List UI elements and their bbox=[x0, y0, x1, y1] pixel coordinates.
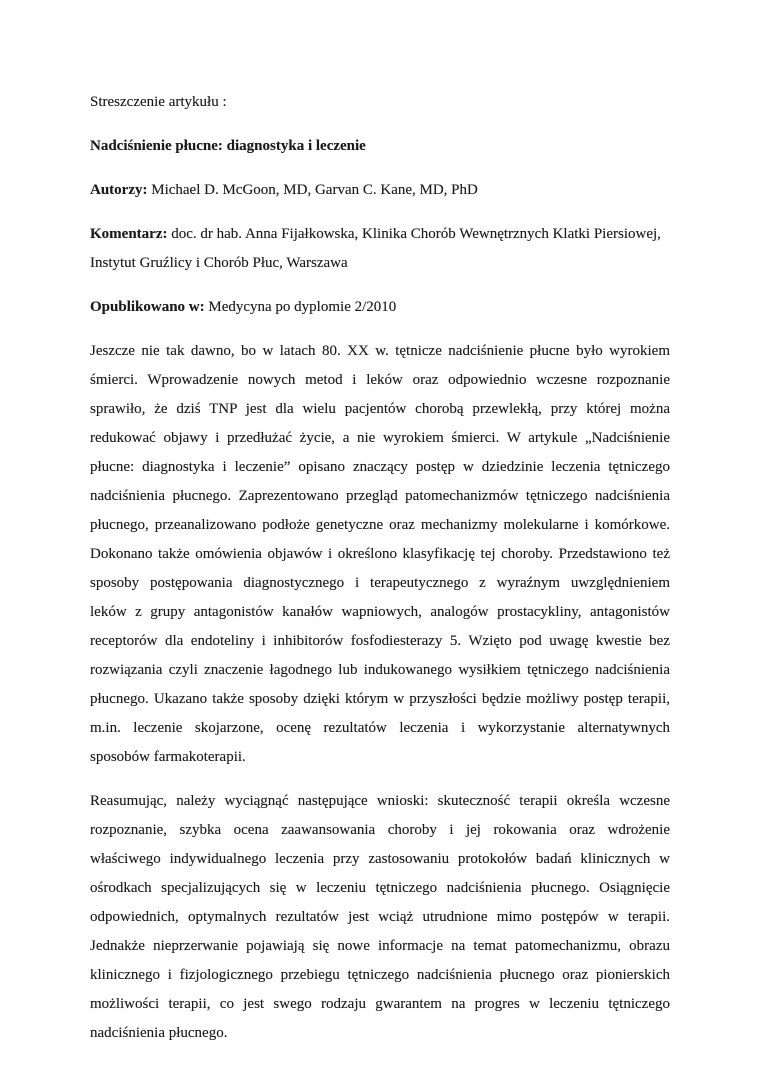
paragraph-line: Dokonano także omówienia objawów i określono klasyfikację tej choroby. Przedstawiono też bbox=[90, 546, 670, 562]
paragraph-line: klinicznego i fizjologicznego przebiegu tętniczego nadciśnienia płucnego oraz pionierskich bbox=[90, 967, 670, 983]
article-title: Nadciśnienie płucne: diagnostyka i leczenie bbox=[90, 138, 366, 154]
paragraph-2 bbox=[90, 787, 670, 1048]
paragraph-1 bbox=[90, 337, 670, 772]
published-text: Medycyna po dyplomie 2/2010 bbox=[204, 299, 397, 315]
paragraph-line: śmierci. Wprowadzenie nowych metod i leków oraz odpowiednio wczesne rozpoznanie bbox=[90, 372, 670, 388]
paragraph-line: właściwego indywidualnego leczenia przy zastosowaniu protokołów badań klinicznych w bbox=[90, 851, 670, 867]
paragraph-line: redukować objawy i przedłużać życie, a nie wyrokiem śmierci. W artykule „Nadciśnienie bbox=[90, 430, 670, 446]
paragraph-line: nadciśnienia płucnego. Zaprezentowano przegląd patomechanizmów tętniczego nadciśnienia bbox=[90, 488, 670, 504]
paragraph-line: leków z grupy antagonistów kanałów wapniowych, analogów prostacykliny, antagonistów bbox=[90, 604, 670, 620]
paragraph-line: rozpoznanie, szybka ocena zaawansowania choroby i jej rokowania oraz wdrożenie bbox=[90, 822, 670, 838]
published-label: Opublikowano w: bbox=[90, 299, 205, 315]
paragraph-line: płucne: diagnostyka i leczenie” opisano znaczący postęp w dziedzinie leczenia tętniczego bbox=[90, 459, 670, 475]
paragraph-line: sposobów farmakoterapii. bbox=[90, 749, 246, 765]
commentary-text: doc. dr hab. Anna Fijałkowska, Klinika Chorób Wewnętrznych Klatki Piersiowej, Instytut Gruźlicy i Chorób Płuc, Warszawa bbox=[90, 226, 661, 271]
summary-heading: Streszczenie artykułu : bbox=[90, 94, 227, 110]
paragraph-line: sposoby postępowania diagnostycznego i terapeutycznego z wyraźnym uwzględnieniem bbox=[90, 575, 670, 591]
commentary-label: Komentarz: bbox=[90, 226, 168, 242]
document-content bbox=[90, 88, 670, 1063]
paragraph-line: płucnego. Ukazano także sposoby dzięki którym w przyszłości będzie możliwy postęp terapii, bbox=[90, 691, 670, 707]
paragraph-line: sprawiło, że dziś TNP jest dla wielu pacjentów chorobą przewlekłą, przy której można bbox=[90, 401, 670, 417]
paragraph-line: m.in. leczenie skojarzone, ocenę rezultatów leczenia i wykorzystanie alternatywnych bbox=[90, 720, 670, 736]
published-line bbox=[90, 293, 670, 322]
paragraph-line: Reasumując, należy wyciągnąć następujące wnioski: skuteczność terapii określa wczesne bbox=[90, 793, 670, 809]
paragraph-line: ośrodkach specjalizujących się w leczeniu tętniczego nadciśnienia płucnego. Osiągnięcie bbox=[90, 880, 670, 896]
authors-line bbox=[90, 176, 670, 205]
paragraph-line: możliwości terapii, co jest swego rodzaju gwarantem na progres w leczeniu tętniczego bbox=[90, 996, 670, 1012]
paragraph-line: Jeszcze nie tak dawno, bo w latach 80. XX w. tętnicze nadciśnienie płucne było wyrokiem bbox=[90, 343, 670, 359]
paragraph-line: płucnego, przeanalizowano podłoże genetyczne oraz mechanizmy molekularne i komórkowe. bbox=[90, 517, 670, 533]
paragraph-line: nadciśnienia płucnego. bbox=[90, 1025, 228, 1041]
paragraph-line: Jednakże nieprzerwanie pojawiają się nowe informacje na temat patomechanizmu, obrazu bbox=[90, 938, 670, 954]
authors-text: Michael D. McGoon, MD, Garvan C. Kane, MD, PhD bbox=[147, 182, 478, 198]
authors-label: Autorzy: bbox=[90, 182, 148, 198]
paragraph-line: odpowiednich, optymalnych rezultatów jest wciąż utrudnione mimo postępów w terapii. bbox=[90, 909, 670, 925]
commentary-line bbox=[90, 220, 670, 278]
paragraph-line: receptorów dla endoteliny i inhibitorów fosfodiesterazy 5. Wzięto pod uwagę kwestie bez bbox=[90, 633, 670, 649]
paragraph-line: rozwiązania czyli znaczenie łagodnego lub indukowanego wysiłkiem tętniczego nadciśnienia bbox=[90, 662, 670, 678]
